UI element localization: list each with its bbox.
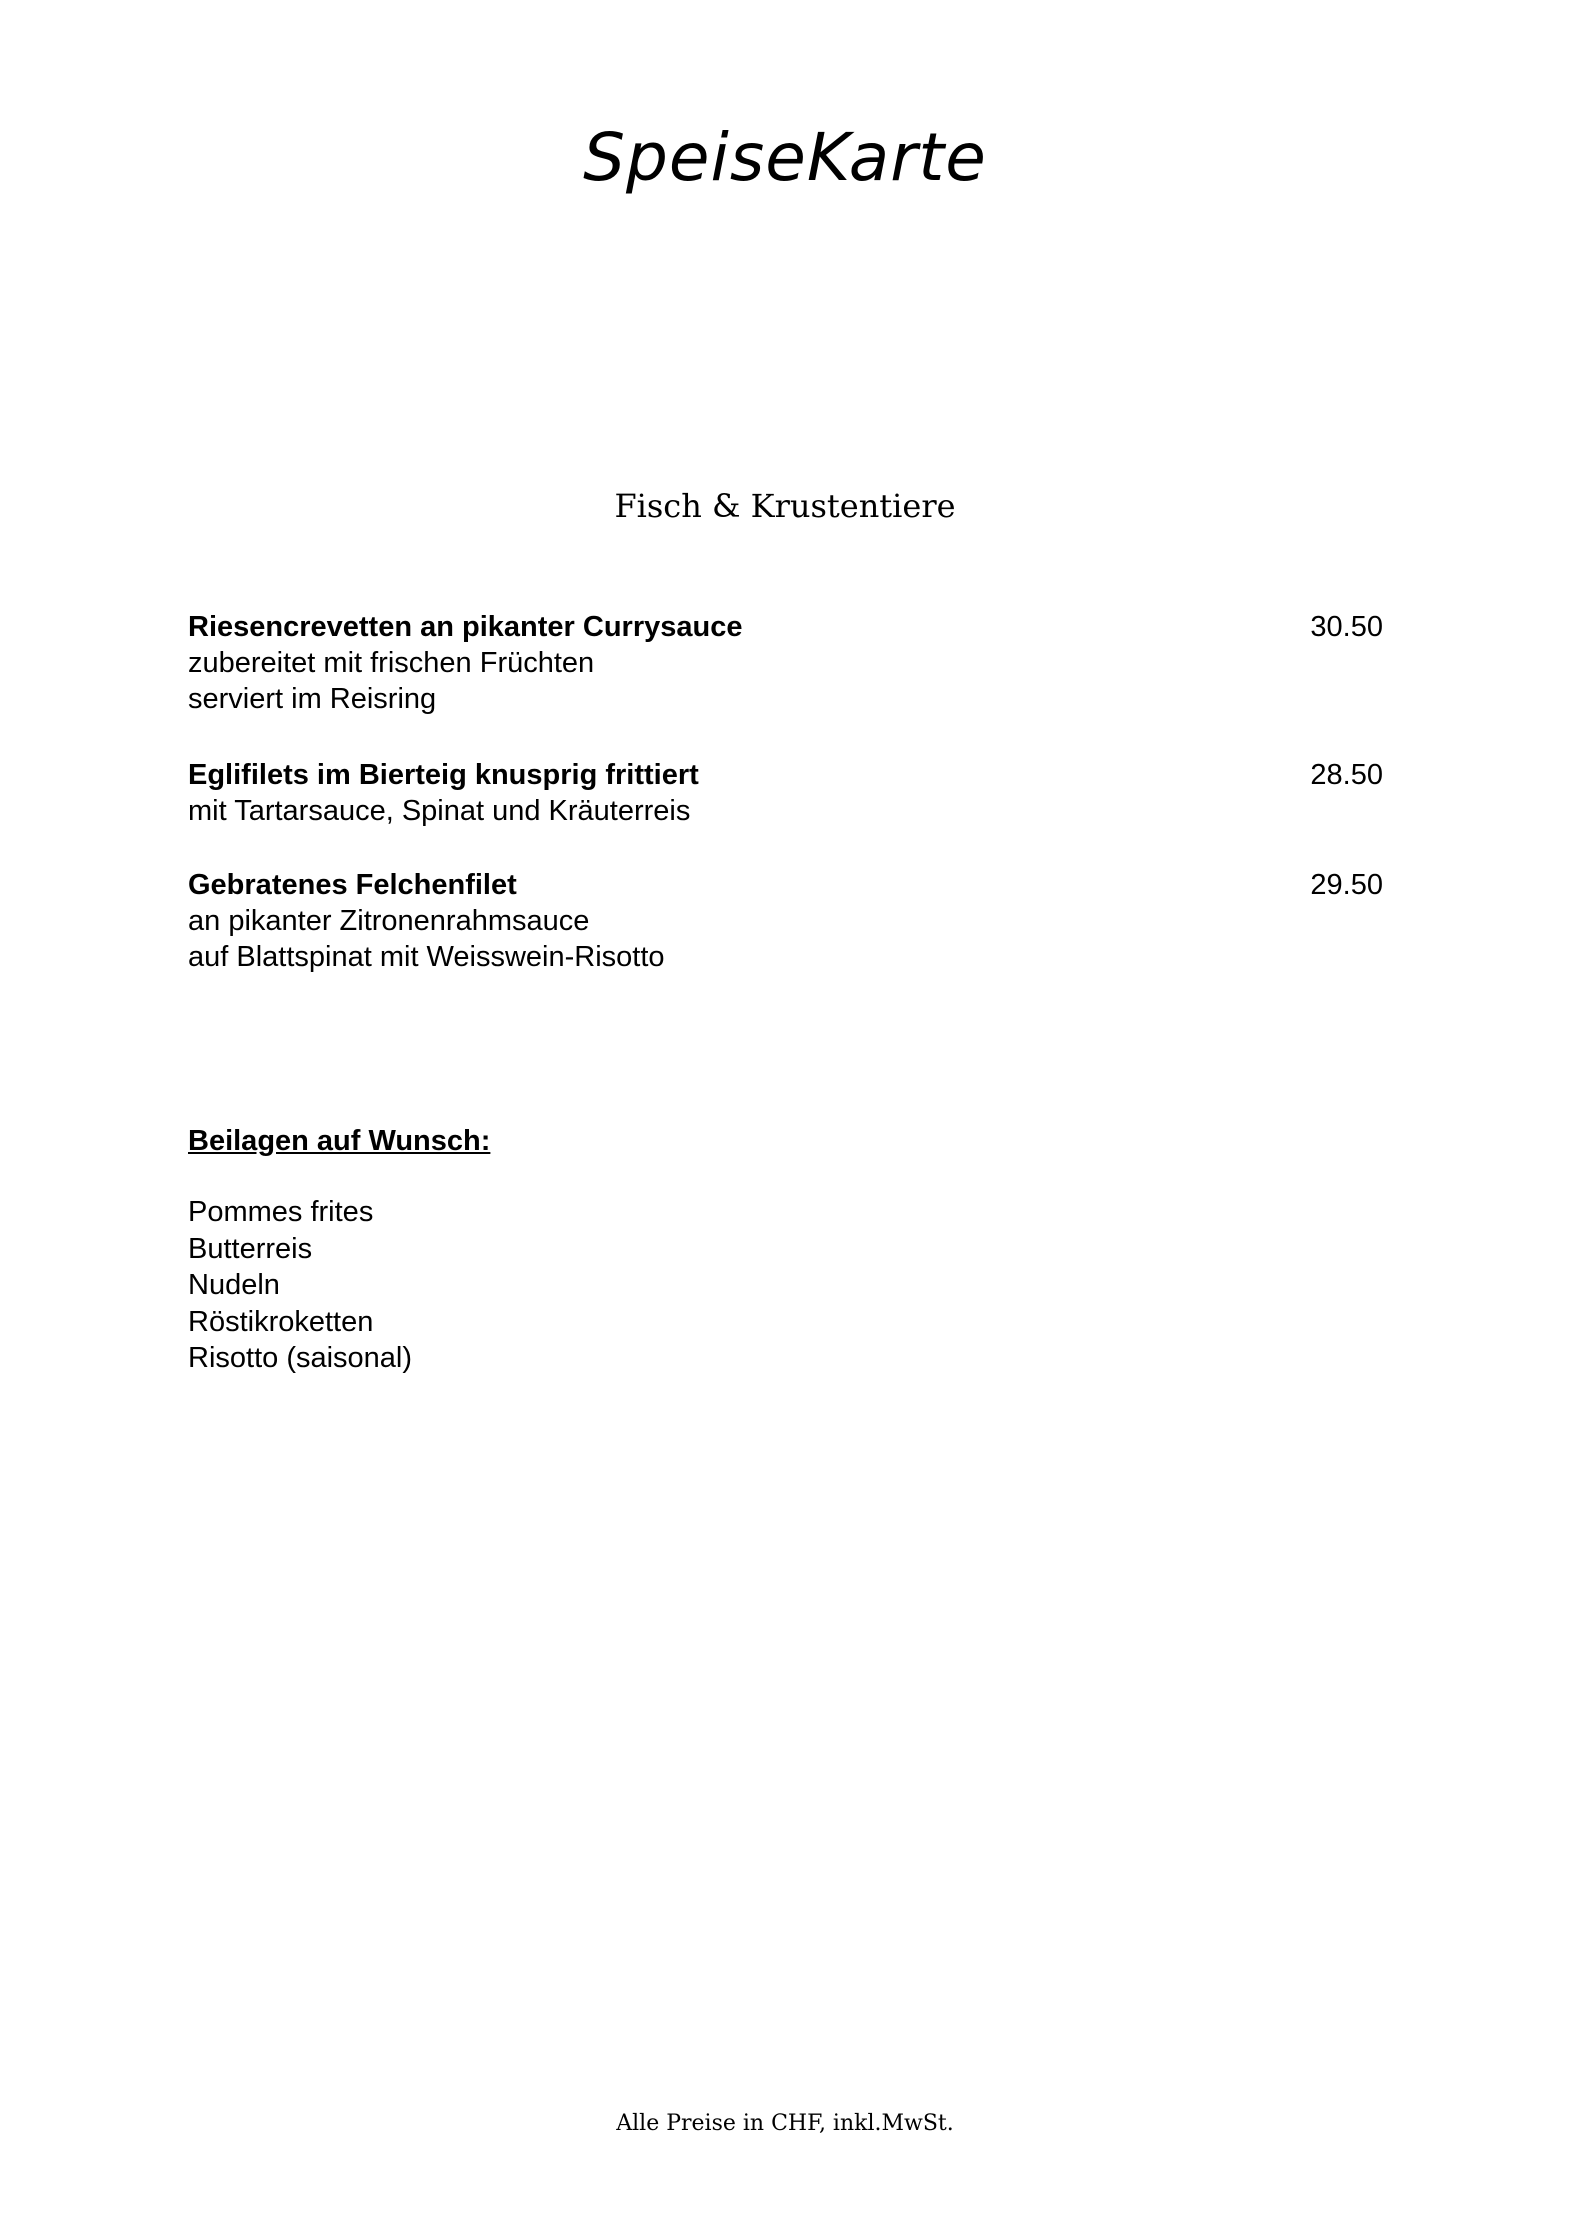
menu-item <box>188 609 1383 717</box>
item-price: 29.50 <box>1310 869 1383 901</box>
side-item: Pommes frites <box>188 1196 374 1228</box>
item-description: auf Blattspinat mit Weisswein-Risotto <box>188 941 665 973</box>
item-price: 30.50 <box>1310 611 1383 643</box>
item-description: mit Tartarsauce, Spinat und Kräuterreis <box>188 795 691 827</box>
menu-title: SpeiseKarte <box>583 119 987 196</box>
menu-item <box>188 867 1383 975</box>
sides-list <box>188 1194 412 1377</box>
item-price: 28.50 <box>1310 759 1383 791</box>
item-name: Riesencrevetten an pikanter Currysauce <box>188 611 743 643</box>
side-item: Risotto (saisonal) <box>188 1342 413 1374</box>
side-item: Röstikroketten <box>188 1305 374 1338</box>
side-item: Butterreis <box>188 1232 313 1265</box>
item-name: Gebratenes Felchenfilet <box>188 869 517 901</box>
price-footnote: Alle Preise in CHF, inkl.MwSt. <box>616 2111 954 2136</box>
section-title: Fisch & Krustentiere <box>614 487 956 525</box>
item-description: zubereitet mit frischen Früchten <box>188 647 595 679</box>
item-name: Eglifilets im Bierteig knusprig frittiert <box>188 759 699 791</box>
menu-item <box>188 757 1383 829</box>
item-description: serviert im Reisring <box>188 683 437 715</box>
item-description: an pikanter Zitronenrahmsauce <box>188 905 590 937</box>
side-item: Nudeln <box>188 1269 280 1301</box>
sides-heading: Beilagen auf Wunsch: <box>188 1125 491 1157</box>
